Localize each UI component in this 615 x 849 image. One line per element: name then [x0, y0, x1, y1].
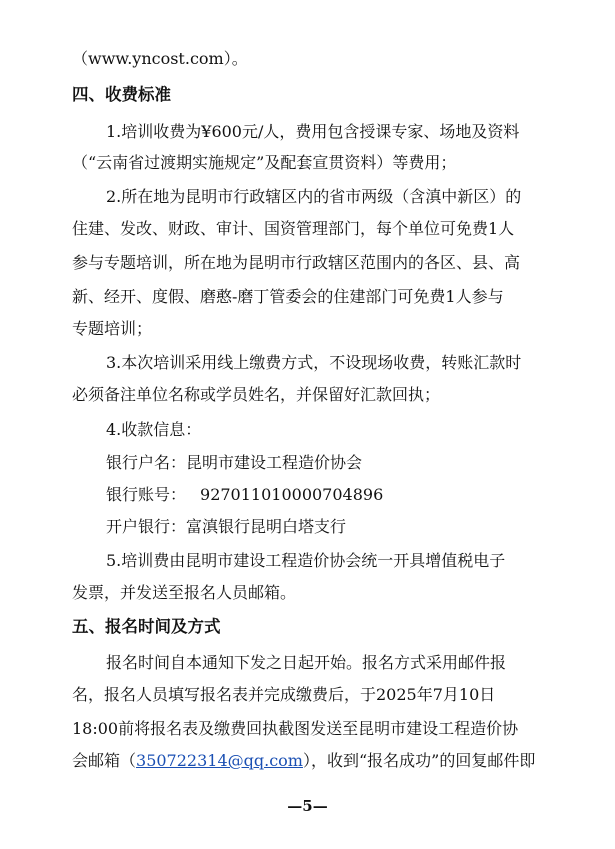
paragraph-line: 2.所在地为昆明市行政辖区内的省市两级（含滇中新区）的 — [106, 187, 522, 206]
paragraph-line: 3.本次培训采用线上缴费方式，不设现场收费，转账汇款时 — [106, 353, 522, 372]
paragraph-line: 发票，并发送至报名人员邮箱。 — [72, 583, 297, 602]
paragraph-line-email — [72, 750, 535, 772]
bank-name-row — [106, 452, 362, 474]
paragraph-line: （“云南省过渡期实施规定”及配套宣贯资料）等费用； — [72, 153, 457, 172]
paragraph-line: 新、经开、度假、磨憨-磨丁管委会的住建部门可免费1人参与 — [72, 287, 504, 306]
page-number: —5— — [287, 797, 328, 815]
section-heading-registration: 五、报名时间及方式 — [72, 617, 221, 636]
website-line: （www.yncost.com）。 — [72, 49, 248, 68]
section-heading-fees: 四、收费标准 — [72, 85, 171, 104]
email-suffix: ），收到“报名成功”的回复邮件即 — [302, 751, 536, 770]
email-link[interactable]: 350722314@qq.com — [136, 751, 303, 770]
paragraph-line: 1.培训收费为¥600元/人，费用包含授课专家、场地及资料 — [106, 122, 520, 141]
bank-branch-row — [106, 516, 346, 538]
paragraph-line: 专题培训； — [72, 319, 153, 338]
bank-branch-label: 开户银行： — [106, 517, 187, 536]
bank-name-label: 银行户名： — [106, 453, 187, 472]
paragraph-line: 住建、发改、财政、审计、国资管理部门，每个单位可免费1人 — [72, 219, 515, 238]
bank-name-value: 昆明市建设工程造价协会 — [186, 453, 363, 472]
paragraph-line: 5.培训费由昆明市建设工程造价协会统一开具增值税电子 — [106, 551, 506, 570]
email-prefix: 会邮箱（ — [72, 751, 137, 770]
bank-account-row — [106, 484, 383, 506]
paragraph-line: 参与专题培训，所在地为昆明市行政辖区范围内的各区、县、高 — [72, 253, 521, 272]
bank-account-label: 银行账号： — [106, 485, 187, 504]
paragraph-line: 必须备注单位名称或学员姓名，并保留好汇款回执； — [72, 385, 441, 404]
bank-branch-value: 富滇银行昆明白塔支行 — [186, 517, 347, 536]
paragraph-line: 报名时间自本通知下发之日起开始。报名方式采用邮件报 — [106, 653, 507, 672]
paragraph-line: 18:00前将报名表及缴费回执截图发送至昆明市建设工程造价协 — [72, 719, 519, 738]
bank-account-value: 927011010000704896 — [200, 485, 384, 504]
paragraph-line: 名，报名人员填写报名表并完成缴费后，于2025年7月10日 — [72, 685, 496, 704]
paragraph-line: 4.收款信息： — [106, 420, 202, 439]
